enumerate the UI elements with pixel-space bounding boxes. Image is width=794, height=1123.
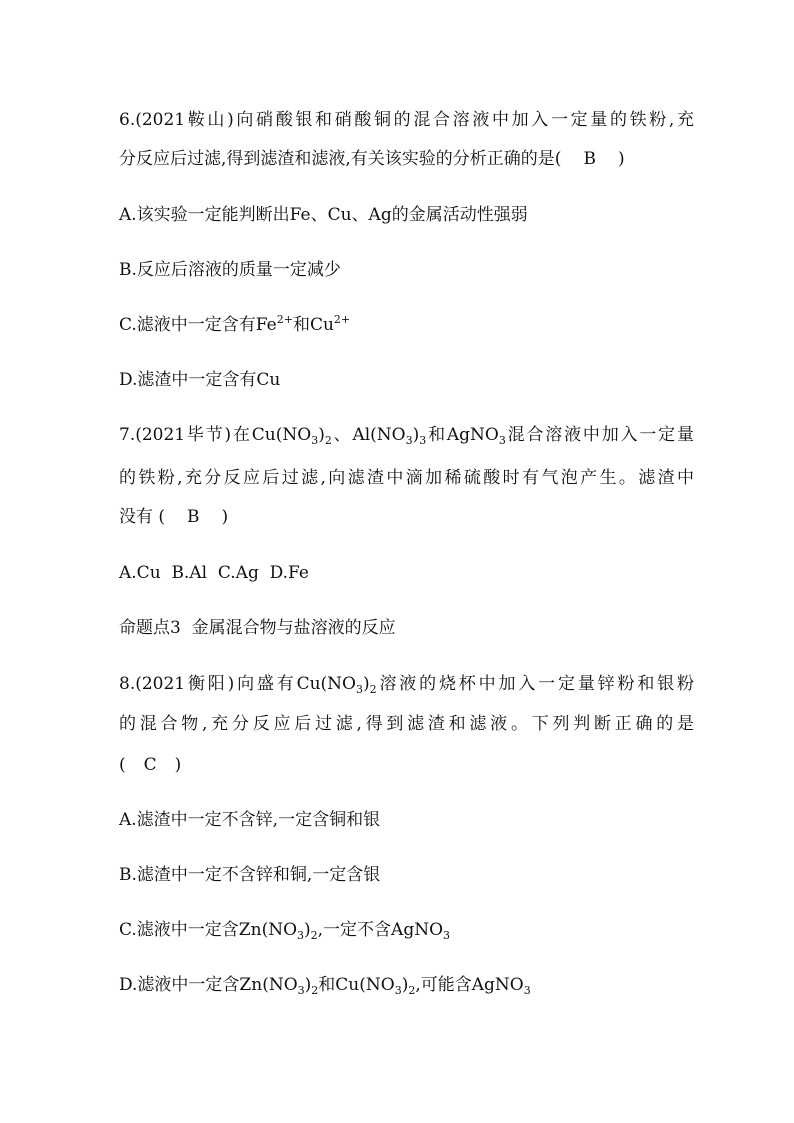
q7-stem-text-2: 的铁粉,充分反应后过滤,向滤渣中滴加稀硫酸时有气泡产生。滤渣中: [119, 468, 694, 488]
section-title: 命题点3 金属混合物与盐溶液的反应: [119, 618, 396, 638]
q8-open-paren: (: [119, 755, 126, 775]
q8-option-d: [119, 973, 694, 997]
q6-option-c-charge-1: 2+: [276, 313, 293, 326]
q6-option-d-text: D.滤渣中一定含有Cu: [119, 370, 281, 390]
q7-answer: B: [187, 507, 200, 527]
q6-option-a-text: A.该实验一定能判断出Fe、Cu、Ag的金属活动性强弱: [119, 205, 528, 225]
q6-option-c-mid: 和Cu: [292, 315, 334, 335]
q8-answer: C: [143, 755, 157, 775]
q8-option-b: [119, 863, 694, 887]
q8-stem-line-2: [119, 712, 694, 736]
q7-close-paren: ): [221, 507, 229, 527]
q8-option-b-text: B.滤渣中一定不含锌和铜,一定含银: [119, 865, 381, 885]
q8-option-a-text: A.滤渣中一定不含锌,一定含铜和银: [119, 810, 381, 830]
q6-option-c: [119, 313, 694, 337]
q7-stem-line-2: [119, 466, 694, 490]
q6-close-paren: ): [617, 149, 625, 169]
q8-stem-line-1: [119, 672, 694, 696]
q6-option-c-text: C.滤液中一定含有Fe: [119, 315, 277, 335]
q6-option-b-text: B.反应后溶液的质量一定减少: [119, 260, 341, 280]
q7-stem-line-1: [119, 423, 694, 447]
q6-stem-text-1: 6.(2021鞍山)向硝酸银和硝酸铜的混合溶液中加入一定量的铁粉,充: [119, 110, 694, 130]
q8-stem-text-1: 8.(2021衡阳)向盛有$Cu(NO_3)_2$溶液的烧杯中加入一定量锌粉和银粉: [119, 674, 694, 696]
q8-option-a: [119, 808, 694, 832]
q8-close-paren: ): [174, 755, 182, 775]
section-heading: [119, 616, 694, 640]
q7-stem-text-1: 7.(2021毕节)在$Cu(NO_3)_2$、$Al(NO_3)_3$和AgNO$_3$混合溶液中加入一定量: [119, 425, 694, 447]
q7-stem-text-3: 没有 (: [119, 507, 166, 527]
q8-stem-line-3: [119, 753, 694, 777]
q6-stem-text-2: 分反应后过滤,得到滤渣和滤液,有关该实验的分析正确的是(: [119, 149, 562, 169]
q6-option-b: [119, 258, 694, 282]
q8-option-c-text: C.滤液中一定含$Zn(NO_3)_2$,一定不含AgNO$_3$: [119, 920, 451, 942]
q6-option-d: [119, 368, 694, 392]
q8-option-c: [119, 918, 694, 942]
q7-options: [119, 561, 694, 585]
q6-answer: B: [583, 149, 596, 169]
q7-options-text: A.Cu B.Al C.Ag D.Fe: [119, 563, 309, 583]
q6-stem-line-2: [119, 147, 694, 171]
q6-stem-line-1: [119, 108, 694, 132]
q8-option-d-text: D.滤液中一定含$Zn(NO_3)_2$和$Cu(NO_3)_2$,可能含AgNO$_3$: [119, 975, 531, 997]
q6-option-c-charge-2: 2+: [333, 313, 351, 326]
q8-stem-text-2: 的混合物,充分反应后过滤,得到滤渣和滤液。下列判断正确的是: [119, 714, 694, 734]
q6-option-a: [119, 203, 694, 227]
q7-stem-line-3: [119, 505, 694, 529]
